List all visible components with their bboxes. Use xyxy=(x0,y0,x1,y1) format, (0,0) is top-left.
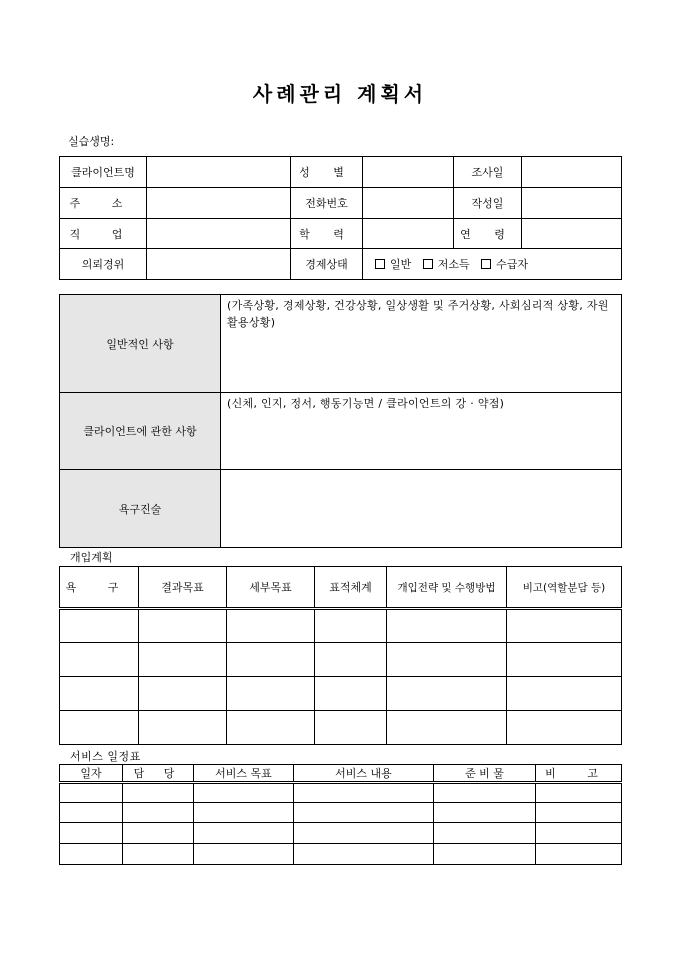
table-row xyxy=(60,609,622,643)
address-label: 주 소 xyxy=(60,188,147,219)
header-remarks: 비고(역할분담 등) xyxy=(507,567,622,609)
header-materials: 준 비 물 xyxy=(434,765,536,783)
needs-field[interactable] xyxy=(221,470,622,548)
table-row xyxy=(60,783,622,803)
written-date-field[interactable] xyxy=(522,188,622,219)
written-date-label: 작성일 xyxy=(454,188,522,219)
client-name-label: 클라이언트명 xyxy=(60,157,147,188)
economic-option-general[interactable]: 일반 xyxy=(375,256,411,272)
referral-field[interactable] xyxy=(147,249,291,280)
phone-label: 전화번호 xyxy=(291,188,363,219)
assessment-table xyxy=(59,294,622,548)
student-name-label: 실습생명: xyxy=(68,135,115,148)
table-row xyxy=(60,711,622,745)
general-field[interactable] xyxy=(221,295,622,393)
header-service-goal: 서비스 목표 xyxy=(194,765,294,783)
header-notes: 비 고 xyxy=(536,765,622,783)
economic-label: 경제상태 xyxy=(291,249,363,280)
intervention-table xyxy=(59,566,622,745)
table-row xyxy=(60,844,622,865)
referral-label: 의뢰경위 xyxy=(60,249,147,280)
table-row xyxy=(60,823,622,844)
intervention-label: 개입계획 xyxy=(70,551,113,564)
client-hint: (신체, 인지, 정서, 행동기능면 / 클라이언트의 강 · 약점) xyxy=(227,397,505,410)
table-row xyxy=(60,803,622,823)
header-detail-goal: 세부목표 xyxy=(227,567,315,609)
header-service-content: 서비스 내용 xyxy=(294,765,434,783)
checkbox-icon xyxy=(375,259,385,269)
header-date: 일자 xyxy=(60,765,123,783)
age-label: 연 령 xyxy=(454,219,522,249)
job-field[interactable] xyxy=(147,219,291,249)
header-needs: 욕 구 xyxy=(60,567,139,609)
survey-date-label: 조사일 xyxy=(454,157,522,188)
survey-date-field[interactable] xyxy=(522,157,622,188)
age-field[interactable] xyxy=(522,219,622,249)
economic-option-low-income[interactable]: 저소득 xyxy=(423,256,470,272)
schedule-label: 서비스 일정표 xyxy=(70,750,141,763)
economic-option-recipient[interactable]: 수급자 xyxy=(481,256,528,272)
client-name-field[interactable] xyxy=(147,157,291,188)
header-outcome-goal: 결과목표 xyxy=(139,567,227,609)
schedule-table xyxy=(59,764,622,865)
header-target-system: 표적체계 xyxy=(315,567,387,609)
education-field[interactable] xyxy=(363,219,454,249)
client-info-table xyxy=(59,156,622,280)
general-hint: (가족상황, 경제상황, 건강상황, 일상생활 및 주거상황, 사회심리적 상황, 자원활용상황) xyxy=(227,299,609,329)
client-field[interactable] xyxy=(221,393,622,470)
page-title: 사례관리 계획서 xyxy=(252,82,428,106)
education-label: 학 력 xyxy=(291,219,363,249)
address-field[interactable] xyxy=(147,188,291,219)
table-row xyxy=(60,643,622,677)
needs-label: 욕구진술 xyxy=(60,470,221,548)
general-label: 일반적인 사항 xyxy=(60,295,221,393)
gender-field[interactable] xyxy=(363,157,454,188)
gender-label: 성 별 xyxy=(291,157,363,188)
phone-field[interactable] xyxy=(363,188,454,219)
table-row xyxy=(60,677,622,711)
header-manager: 담 당 xyxy=(123,765,194,783)
checkbox-icon xyxy=(481,259,491,269)
economic-options xyxy=(363,249,622,280)
header-strategy: 개입전략 및 수행방법 xyxy=(387,567,507,609)
job-label: 직 업 xyxy=(60,219,147,249)
checkbox-icon xyxy=(423,259,433,269)
client-label: 클라이언트에 관한 사항 xyxy=(60,393,221,470)
